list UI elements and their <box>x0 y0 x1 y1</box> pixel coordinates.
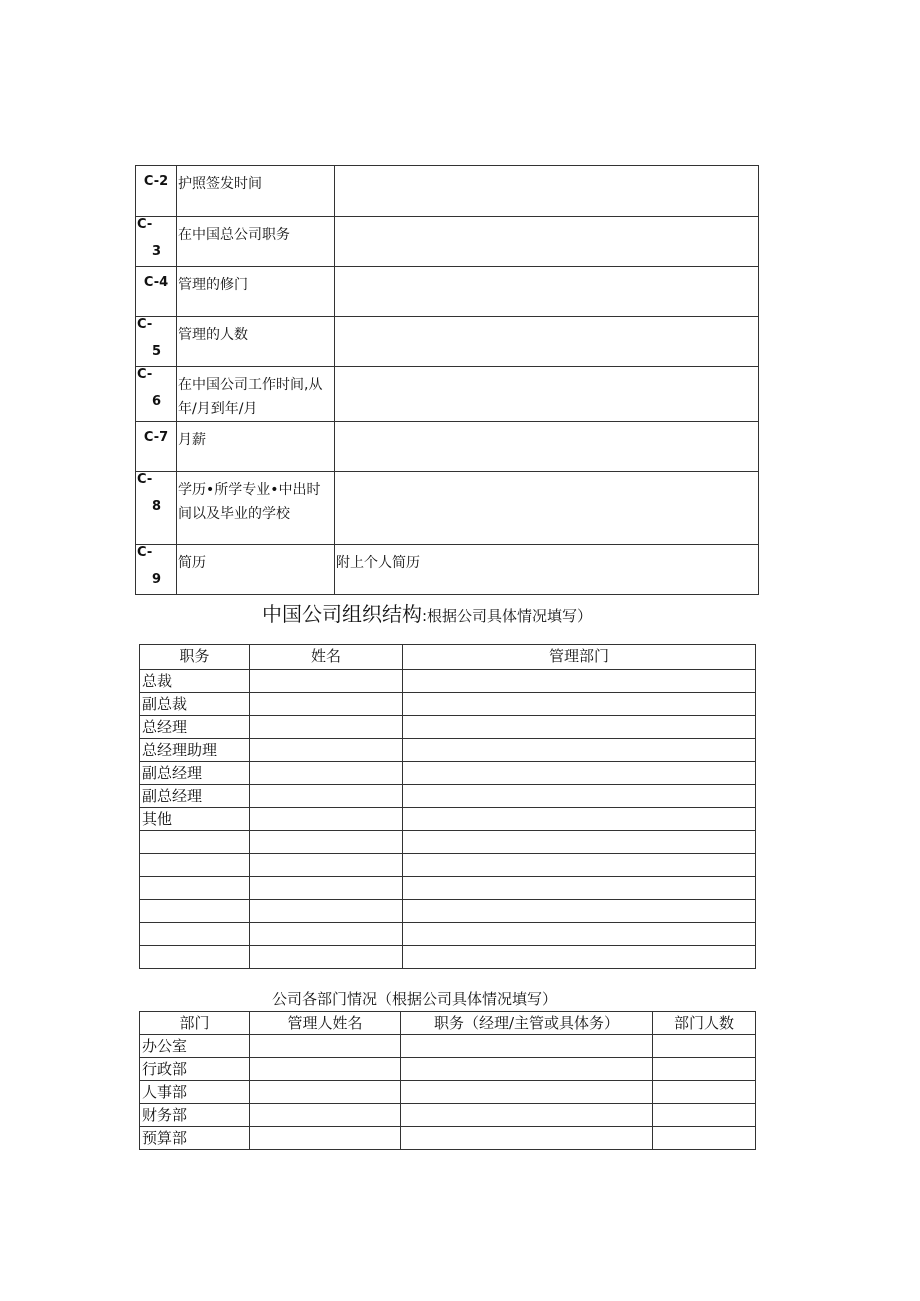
managed-department-cell[interactable] <box>403 808 756 831</box>
position-cell: 其他 <box>140 808 250 831</box>
column-header: 职务（经理/主管或具体务） <box>401 1012 653 1035</box>
headcount-cell[interactable] <box>653 1104 756 1127</box>
row-label: 学历•所学专业•中出时间以及毕业的学校 <box>177 472 335 545</box>
position-cell <box>140 854 250 877</box>
position-cell[interactable] <box>401 1058 653 1081</box>
headcount-cell[interactable] <box>653 1081 756 1104</box>
table-row <box>140 1127 756 1150</box>
managed-department-cell[interactable] <box>403 762 756 785</box>
manager-name-cell[interactable] <box>250 1081 401 1104</box>
row-label: 管理的人数 <box>177 317 335 367</box>
name-cell[interactable] <box>250 762 403 785</box>
table-row <box>140 808 756 831</box>
column-header: 姓名 <box>250 645 403 670</box>
name-cell[interactable] <box>250 716 403 739</box>
row-label: 在中国公司工作时间,从年/月到年/月 <box>177 367 335 422</box>
position-cell <box>140 831 250 854</box>
position-cell <box>140 946 250 969</box>
table-row <box>140 785 756 808</box>
name-cell[interactable] <box>250 739 403 762</box>
name-cell[interactable] <box>250 785 403 808</box>
column-header: 管理部门 <box>403 645 756 670</box>
position-cell[interactable] <box>401 1081 653 1104</box>
department-title: 公司各部门情况（根据公司具体情况填写） <box>272 990 558 1008</box>
department-cell: 办公室 <box>140 1035 250 1058</box>
managed-department-cell[interactable] <box>403 854 756 877</box>
position-cell: 总经理 <box>140 716 250 739</box>
position-cell[interactable] <box>401 1104 653 1127</box>
managed-department-cell[interactable] <box>403 693 756 716</box>
position-cell: 总经理助理 <box>140 739 250 762</box>
managed-department-cell[interactable] <box>403 923 756 946</box>
column-header: 部门人数 <box>653 1012 756 1035</box>
position-cell <box>140 923 250 946</box>
manager-name-cell[interactable] <box>250 1035 401 1058</box>
row-value[interactable] <box>335 317 759 367</box>
column-header: 职务 <box>140 645 250 670</box>
position-cell: 副总经理 <box>140 785 250 808</box>
row-value[interactable] <box>335 166 759 217</box>
row-label: 月薪 <box>177 422 335 472</box>
name-cell[interactable] <box>250 831 403 854</box>
department-cell: 行政部 <box>140 1058 250 1081</box>
row-code: C- 5 <box>136 317 177 367</box>
row-value[interactable] <box>335 367 759 422</box>
managed-department-cell[interactable] <box>403 739 756 762</box>
department-cell: 预算部 <box>140 1127 250 1150</box>
managed-department-cell[interactable] <box>403 946 756 969</box>
table-row <box>140 739 756 762</box>
row-code: C- 8 <box>136 472 177 545</box>
managed-department-cell[interactable] <box>403 877 756 900</box>
name-cell[interactable] <box>250 923 403 946</box>
table-row <box>140 1081 756 1104</box>
managed-department-cell[interactable] <box>403 831 756 854</box>
personal-info-table <box>135 165 759 595</box>
table-row <box>140 1035 756 1058</box>
position-cell <box>140 877 250 900</box>
table-row <box>140 831 756 854</box>
managed-department-cell[interactable] <box>403 716 756 739</box>
org-structure-title: 中国公司组织结构:根据公司具体情况填写） <box>262 602 593 626</box>
headcount-cell[interactable] <box>653 1035 756 1058</box>
name-cell[interactable] <box>250 900 403 923</box>
row-label: 护照签发时间 <box>177 166 335 217</box>
managed-department-cell[interactable] <box>403 900 756 923</box>
row-code: C- 3 <box>136 217 177 267</box>
department-cell: 人事部 <box>140 1081 250 1104</box>
column-header: 管理人姓名 <box>250 1012 401 1035</box>
name-cell[interactable] <box>250 693 403 716</box>
row-code: C-7 <box>136 422 177 472</box>
row-code: C- 9 <box>136 545 177 595</box>
managed-department-cell[interactable] <box>403 785 756 808</box>
row-label: 管理的修门 <box>177 267 335 317</box>
row-label: 在中国总公司职务 <box>177 217 335 267</box>
org-structure-table <box>139 644 756 969</box>
row-code: C-4 <box>136 267 177 317</box>
manager-name-cell[interactable] <box>250 1058 401 1081</box>
table-row <box>140 716 756 739</box>
table-row <box>140 693 756 716</box>
position-cell: 副总经理 <box>140 762 250 785</box>
row-value[interactable] <box>335 472 759 545</box>
table-row <box>140 923 756 946</box>
name-cell[interactable] <box>250 670 403 693</box>
row-label: 简历 <box>177 545 335 595</box>
row-code: C-2 <box>136 166 177 217</box>
row-value[interactable] <box>335 267 759 317</box>
table-row <box>140 900 756 923</box>
table-row <box>140 670 756 693</box>
headcount-cell[interactable] <box>653 1058 756 1081</box>
position-cell[interactable] <box>401 1127 653 1150</box>
table-row <box>140 1104 756 1127</box>
department-cell: 财务部 <box>140 1104 250 1127</box>
column-header: 部门 <box>140 1012 250 1035</box>
table-row <box>140 854 756 877</box>
row-value[interactable]: 附上个人简历 <box>335 545 759 595</box>
name-cell[interactable] <box>250 854 403 877</box>
manager-name-cell[interactable] <box>250 1104 401 1127</box>
manager-name-cell[interactable] <box>250 1127 401 1150</box>
table-row <box>140 1058 756 1081</box>
managed-department-cell[interactable] <box>403 670 756 693</box>
row-code: C- 6 <box>136 367 177 422</box>
position-cell: 总裁 <box>140 670 250 693</box>
name-cell[interactable] <box>250 946 403 969</box>
table-row <box>140 762 756 785</box>
position-cell <box>140 900 250 923</box>
headcount-cell[interactable] <box>653 1127 756 1150</box>
table-row <box>140 877 756 900</box>
position-cell: 副总裁 <box>140 693 250 716</box>
table-row <box>140 946 756 969</box>
row-value[interactable] <box>335 422 759 472</box>
row-value[interactable] <box>335 217 759 267</box>
name-cell[interactable] <box>250 877 403 900</box>
department-table <box>139 1011 756 1150</box>
position-cell[interactable] <box>401 1035 653 1058</box>
name-cell[interactable] <box>250 808 403 831</box>
